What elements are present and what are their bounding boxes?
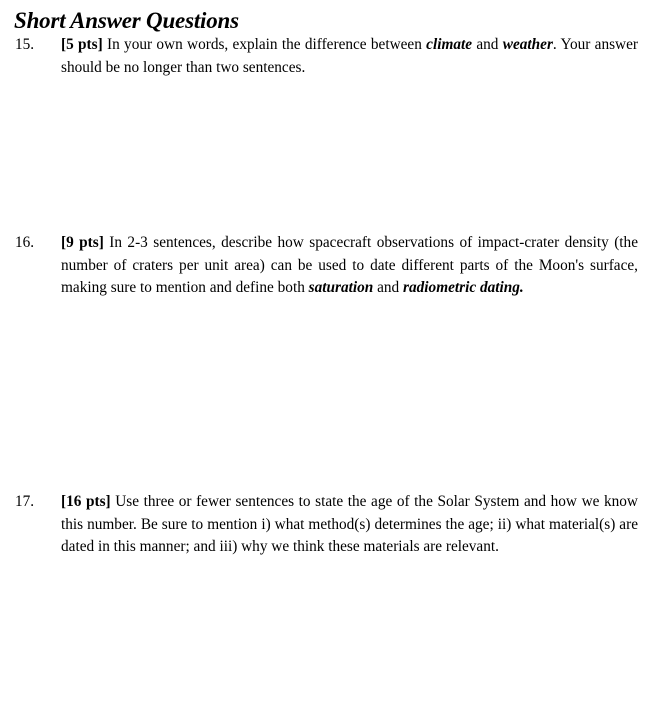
question-number: 17.	[15, 493, 35, 510]
question-17	[15, 491, 638, 559]
question-15	[15, 34, 638, 79]
question-points: [5 pts]	[61, 36, 103, 53]
question-text: and	[472, 36, 503, 53]
question-text: Use three or fewer sentences to state the age of the Solar System and how we know this number. Be sure to mention i) what method(s) determines the age; ii) what material(s) are dated in this manner; and iii) why we think these materials are relevant.	[61, 493, 638, 555]
question-text: In 2-3 sentences, describe how spacecraft observations of impact-crater density (the number of craters per unit area) can be used to date different parts of the Moon's surface, making sure to mention and define both	[61, 234, 638, 296]
question-text: . Your answer should be no longer than two sentences.	[61, 36, 638, 76]
question-term-climate: climate	[426, 36, 473, 53]
question-text: In your own words, explain the difference between	[102, 36, 427, 53]
question-number: 16.	[15, 234, 35, 251]
section-title: Short Answer Questions	[14, 8, 239, 33]
question-number: 15.	[15, 36, 35, 53]
question-16	[15, 232, 638, 300]
question-points: [9 pts]	[61, 234, 104, 251]
question-points: [16 pts]	[61, 493, 111, 510]
question-term-radiometric-dating: radiometric dating.	[403, 279, 524, 296]
question-17-body	[15, 491, 638, 559]
question-term-saturation: saturation	[308, 279, 374, 296]
question-term-weather: weather	[502, 36, 553, 53]
question-16-body	[15, 232, 638, 300]
question-15-body	[15, 34, 638, 79]
question-text: and	[373, 279, 404, 296]
